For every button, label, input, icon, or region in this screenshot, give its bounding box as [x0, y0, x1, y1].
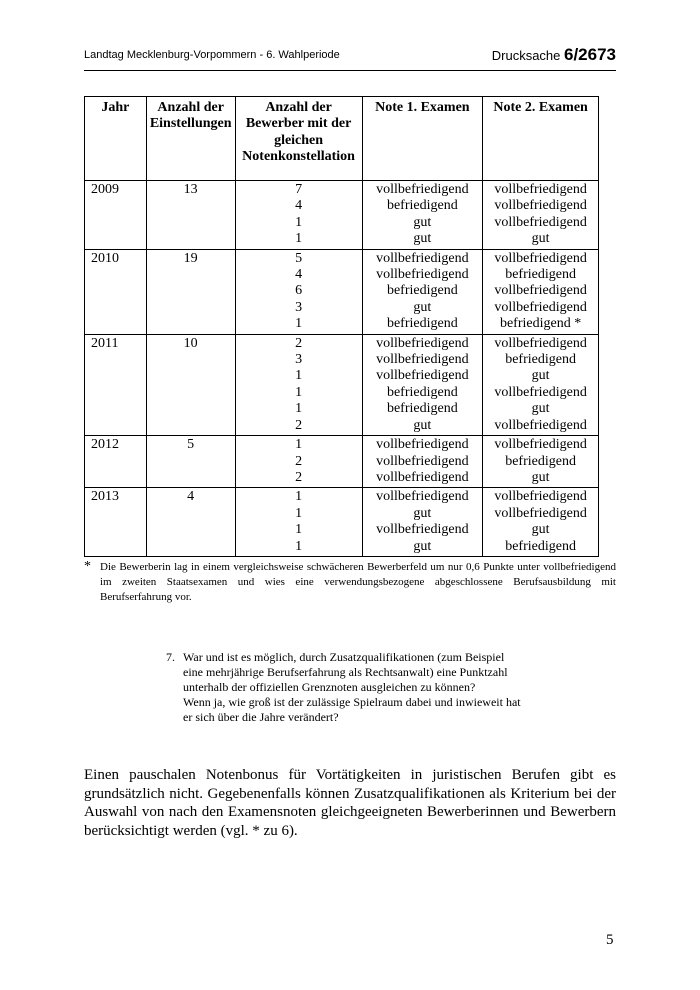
header-doc-number: 6/2673	[564, 45, 616, 64]
applicant-count: 2	[295, 469, 303, 485]
note2-cell	[483, 334, 599, 435]
note2-value: vollbefriedigend	[494, 214, 587, 230]
applicant-count: 1	[295, 505, 303, 521]
hiring-table	[84, 96, 599, 557]
table-header-row	[85, 97, 599, 181]
question-line: eine mehrjährige Berufserfahrung als Rechtsanwalt) eine Punktzahl	[183, 665, 508, 679]
hires-cell: 5	[146, 436, 235, 488]
question-text	[183, 650, 536, 725]
table-body	[85, 181, 599, 557]
hires-cell: 13	[146, 181, 235, 250]
note2-value: vollbefriedigend	[494, 417, 587, 433]
note1-cell	[362, 181, 483, 250]
question-7	[166, 650, 536, 725]
note2-value: befriedigend	[505, 352, 576, 368]
footnote-text: Die Bewerberin lag in einem vergleichsweise schwächeren Bewerberfeld um nur 0,6 Punkte unter vollbefriedigend im zweiten Staatsexamen und wies eine verwendungsbezogene abgeschlossene Berufsausbildung mit Berufserfahrung vor.	[100, 561, 616, 603]
applicants-cell	[235, 249, 362, 334]
table-row	[85, 488, 599, 557]
note1-value: gut	[413, 214, 432, 230]
header-applicants: Anzahl der Bewerber mit der gleichen Notenkonstellation	[235, 97, 362, 181]
year-cell: 2012	[85, 436, 147, 488]
year-cell: 2013	[85, 488, 147, 557]
header-parliament: Landtag Mecklenburg-Vorpommern - 6. Wahlperiode	[84, 49, 340, 61]
note1-value: gut	[413, 299, 432, 315]
applicants-cell	[235, 488, 362, 557]
note2-value: gut	[531, 469, 550, 485]
applicant-count: 4	[295, 198, 303, 214]
note1-value: gut	[413, 231, 432, 247]
note2-value: vollbefriedigend	[494, 335, 587, 351]
note2-value: vollbefriedigend	[494, 384, 587, 400]
header-year: Jahr	[85, 97, 147, 181]
applicant-count: 1	[295, 437, 303, 453]
note1-value: befriedigend	[386, 401, 458, 417]
note1-value: vollbefriedigend	[376, 437, 469, 453]
note1-value: vollbefriedigend	[376, 267, 469, 283]
applicants-cell	[235, 334, 362, 435]
applicant-count: 1	[295, 384, 303, 400]
applicant-count: 1	[295, 368, 303, 384]
applicant-count: 1	[295, 214, 303, 230]
question-line: er sich über die Jahre verändert?	[183, 710, 339, 724]
year-cell: 2011	[85, 334, 147, 435]
note1-value: gut	[413, 417, 432, 433]
note2-value: vollbefriedigend	[494, 198, 587, 214]
note1-value: gut	[413, 505, 432, 521]
footnote-marker: *	[84, 559, 91, 574]
note1-value: befriedigend	[386, 316, 458, 332]
note1-value: vollbefriedigend	[376, 469, 469, 485]
page-number: 5	[606, 932, 614, 948]
question-line: War und ist es möglich, durch Zusatzqualifikationen (zum Beispiel	[183, 650, 505, 664]
applicant-count: 1	[295, 316, 303, 332]
note2-value: vollbefriedigend	[494, 250, 587, 266]
hires-cell: 10	[146, 334, 235, 435]
hires-cell: 19	[146, 249, 235, 334]
note2-value: befriedigend	[505, 267, 576, 283]
header-doc-prefix: Drucksache	[491, 48, 564, 63]
note1-cell	[362, 436, 483, 488]
note1-value: vollbefriedigend	[376, 250, 469, 266]
note1-cell	[362, 334, 483, 435]
footnote	[84, 560, 616, 605]
page-header	[84, 42, 616, 71]
note2-value: befriedigend	[505, 453, 576, 469]
table-row	[85, 334, 599, 435]
note2-value: vollbefriedigend	[494, 283, 587, 299]
applicant-count: 1	[295, 489, 303, 505]
applicant-count: 2	[295, 453, 303, 469]
table-row	[85, 249, 599, 334]
applicant-count: 4	[295, 267, 303, 283]
note2-value: vollbefriedigend	[494, 299, 587, 315]
hires-cell: 4	[146, 488, 235, 557]
year-cell: 2009	[85, 181, 147, 250]
note1-value: vollbefriedigend	[376, 335, 469, 351]
note1-cell	[362, 249, 483, 334]
applicant-count: 2	[295, 335, 303, 351]
note2-cell	[483, 436, 599, 488]
applicants-cell	[235, 436, 362, 488]
answer-paragraph: Einen pauschalen Notenbonus für Vortätigkeiten in juristischen Berufen gibt es grundsätzlich nicht. Gegebenenfalls können Zusatzqualifikationen als Kriterium bei der Auswahl von nach den Examensnoten gleichgeeigneten Bewerberinnen und Bewerbern berücksichtigt werden (vgl. * zu 6).	[84, 767, 616, 839]
applicant-count: 5	[295, 250, 303, 266]
note1-value: befriedigend	[386, 198, 458, 214]
note2-value: vollbefriedigend	[494, 505, 587, 521]
header-hires: Anzahl der Einstellungen	[146, 97, 235, 181]
table-row	[85, 436, 599, 488]
note2-value: befriedigend	[505, 538, 576, 554]
question-line: unterhalb der offiziellen Grenznoten ausgleichen zu können?	[183, 680, 476, 694]
applicant-count: 1	[295, 522, 303, 538]
note2-value: gut	[531, 231, 550, 247]
note2-cell	[483, 181, 599, 250]
question-number: 7.	[166, 650, 175, 664]
applicant-count: 1	[295, 538, 303, 554]
note2-value: vollbefriedigend	[494, 489, 587, 505]
note1-value: vollbefriedigend	[376, 522, 469, 538]
applicants-cell	[235, 181, 362, 250]
header-document-number	[492, 45, 616, 65]
note2-value: gut	[531, 368, 550, 384]
note2-value: gut	[531, 401, 550, 417]
note2-value: vollbefriedigend	[494, 437, 587, 453]
year-cell: 2010	[85, 249, 147, 334]
note1-value: befriedigend	[386, 283, 458, 299]
note1-value: gut	[413, 538, 432, 554]
applicant-count: 6	[295, 283, 303, 299]
header-note1: Note 1. Examen	[362, 97, 483, 181]
header-note2: Note 2. Examen	[483, 97, 599, 181]
note2-value: gut	[531, 522, 550, 538]
note2-value: vollbefriedigend	[494, 182, 587, 197]
note1-value: befriedigend	[386, 384, 458, 400]
note2-value: befriedigend *	[499, 316, 582, 332]
table-row	[85, 181, 599, 250]
note2-cell	[483, 488, 599, 557]
question-line: Wenn ja, wie groß ist der zulässige Spielraum dabei und inwieweit hat	[183, 695, 521, 709]
note1-cell	[362, 488, 483, 557]
note1-value: vollbefriedigend	[376, 182, 469, 197]
applicant-count: 1	[295, 231, 303, 247]
note1-value: vollbefriedigend	[376, 352, 469, 368]
applicant-count: 2	[295, 417, 303, 433]
note1-value: vollbefriedigend	[376, 368, 469, 384]
note2-cell	[483, 249, 599, 334]
applicant-count: 1	[295, 401, 303, 417]
applicant-count: 3	[295, 352, 303, 368]
applicant-count: 3	[295, 299, 303, 315]
note1-value: vollbefriedigend	[376, 489, 469, 505]
note1-value: vollbefriedigend	[376, 453, 469, 469]
applicant-count: 7	[295, 182, 303, 197]
